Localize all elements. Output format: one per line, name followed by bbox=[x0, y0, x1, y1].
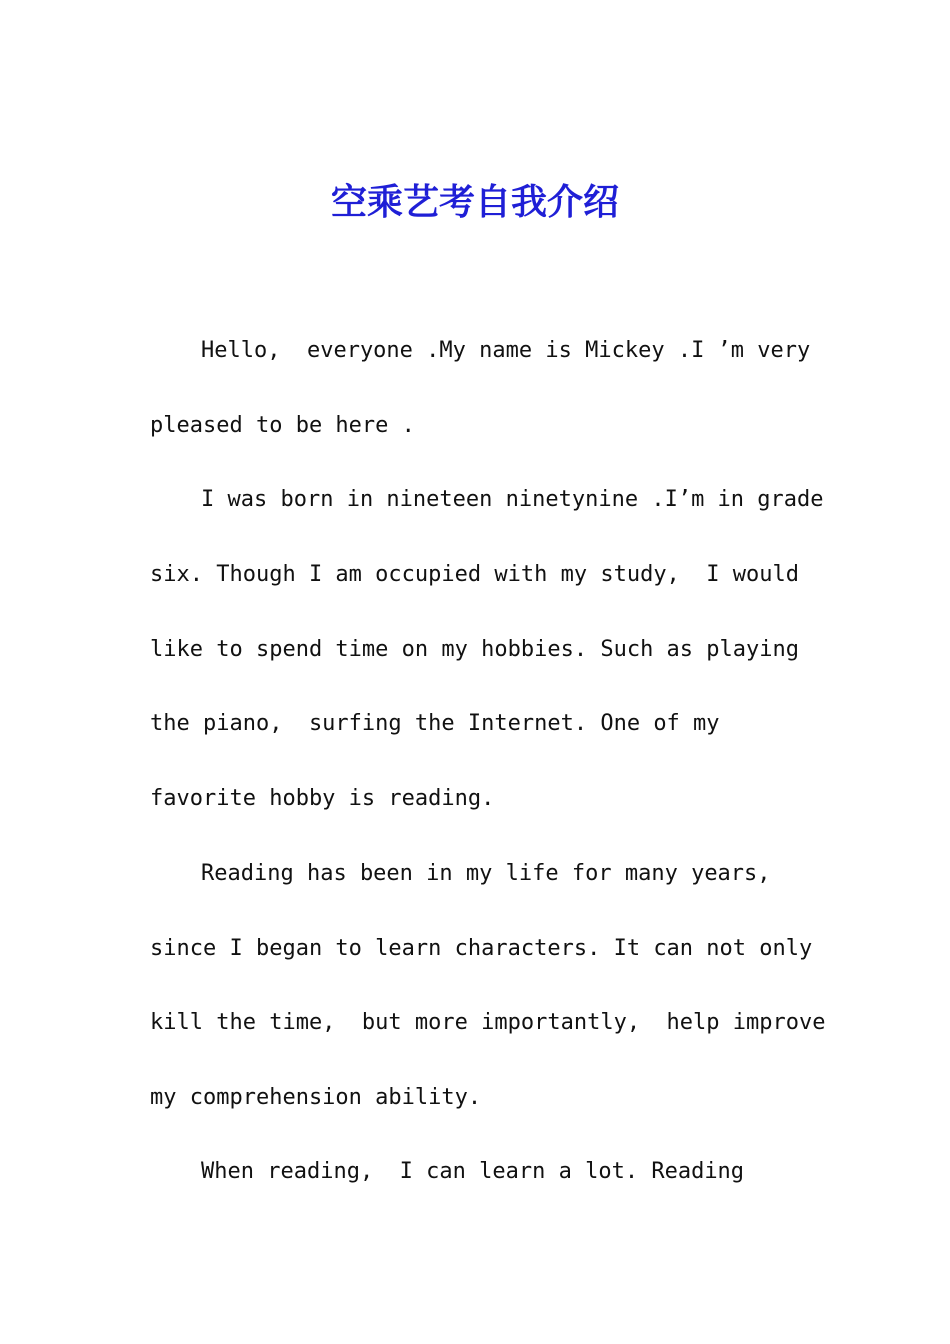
paragraph-line: Hello, everyone .My name is Mickey .I ’m very bbox=[201, 338, 811, 363]
paragraph-line: six. Though I am occupied with my study, I would bbox=[150, 562, 800, 587]
paragraph-line: I was born in nineteen ninetynine .I’m in grade bbox=[201, 487, 824, 512]
paragraph-line: Reading has been in my life for many years, bbox=[201, 861, 771, 886]
paragraph-line: kill the time, but more importantly, help improve bbox=[150, 1010, 826, 1035]
paragraph-line: When reading, I can learn a lot. Reading bbox=[201, 1159, 745, 1184]
paragraph-line: favorite hobby is reading. bbox=[150, 786, 495, 811]
paragraph-line: the piano, surfing the Internet. One of my bbox=[150, 711, 720, 736]
paragraph-line: since I began to learn characters. It can not only bbox=[150, 936, 813, 961]
paragraph-line: pleased to be here . bbox=[150, 413, 415, 438]
paragraph-line: my comprehension ability. bbox=[150, 1085, 482, 1110]
document-title: 空乘艺考自我介绍 bbox=[330, 182, 619, 223]
paragraph-line: like to spend time on my hobbies. Such as playing bbox=[150, 637, 800, 662]
